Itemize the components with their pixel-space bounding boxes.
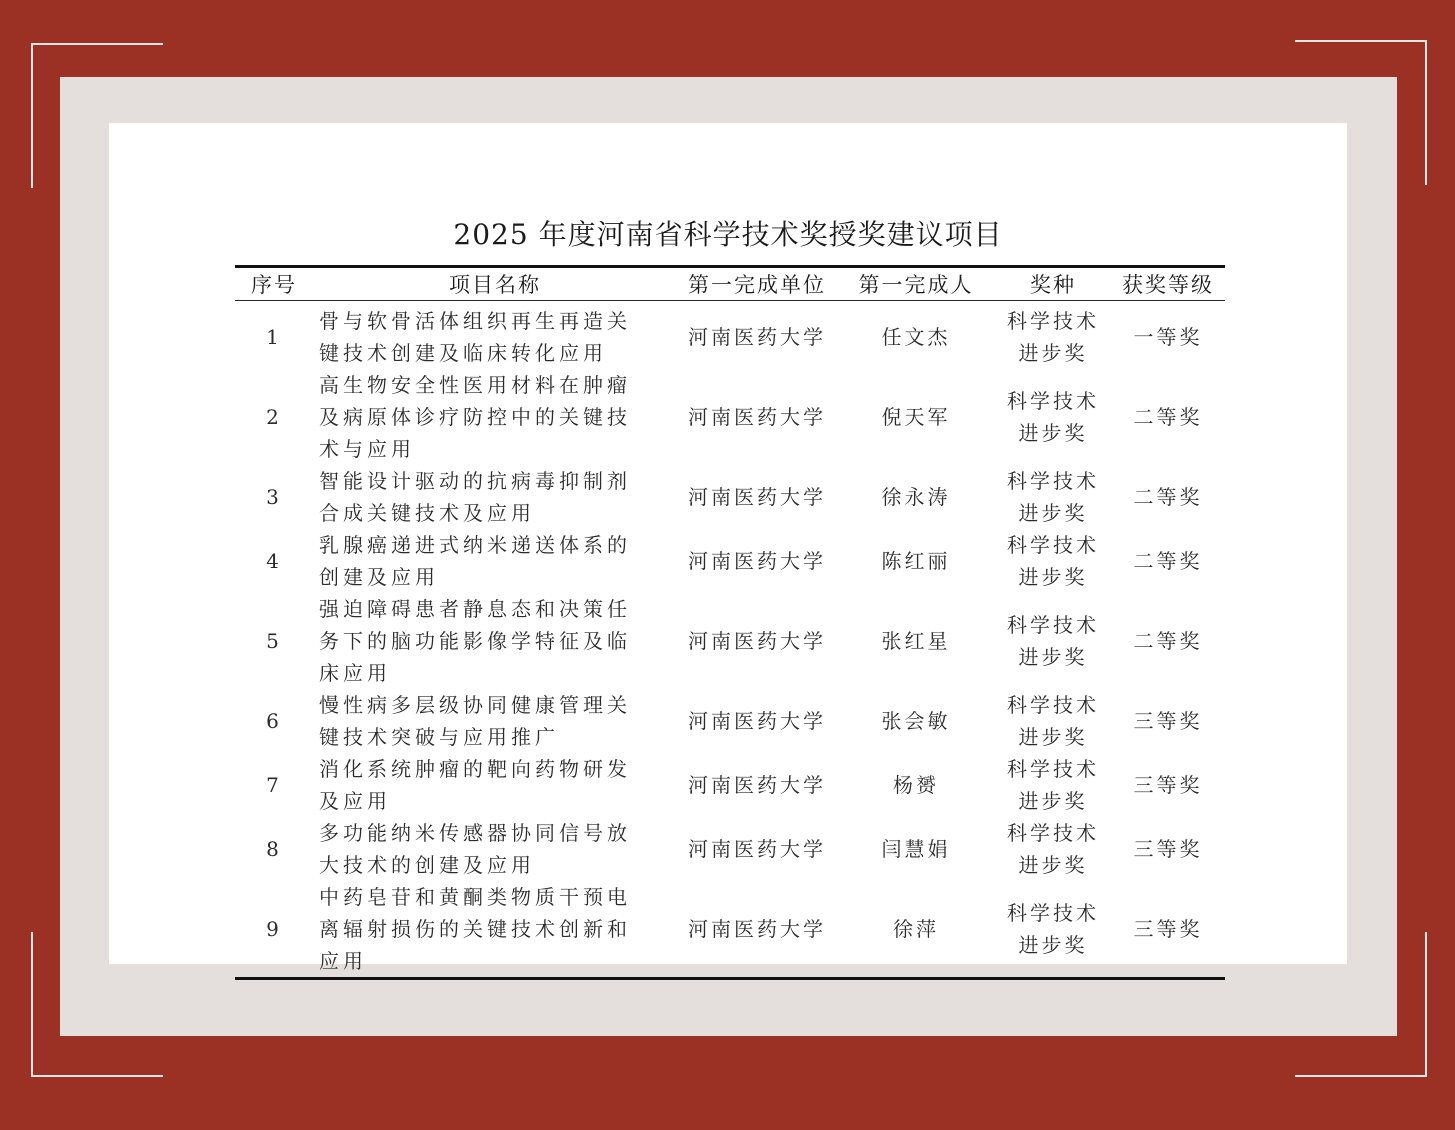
row-person: 杨赟	[893, 773, 939, 797]
row-serial: 1	[266, 325, 282, 349]
row-person: 任文杰	[881, 325, 951, 349]
header-project-name: 项目名称	[313, 267, 677, 301]
row-award-level: 二等奖	[1133, 629, 1203, 653]
row-award-level: 一等奖	[1133, 325, 1203, 349]
row-award-type: 科学技术进步奖	[1007, 533, 1099, 589]
row-serial: 4	[266, 549, 282, 573]
row-unit: 河南医药大学	[688, 709, 826, 733]
row-person: 张会敏	[881, 709, 951, 733]
row-award-level: 二等奖	[1133, 549, 1203, 573]
table-header-row	[235, 267, 1225, 301]
row-person: 徐永涛	[881, 485, 951, 509]
document-title: 2025 年度河南省科学技术奖授奖建议项目	[453, 218, 1003, 251]
row-serial: 5	[266, 629, 282, 653]
row-project-name: 智能设计驱动的抗病毒抑制剂合成关键技术及应用	[319, 469, 631, 525]
row-project-name: 中药皂苷和黄酮类物质干预电离辐射损伤的关键技术创新和应用	[319, 885, 631, 973]
row-person: 闫慧娟	[881, 837, 951, 861]
table-row	[235, 817, 1225, 881]
row-project-name: 慢性病多层级协同健康管理关键技术突破与应用推广	[319, 693, 631, 749]
award-table	[235, 265, 1225, 980]
row-serial: 6	[266, 709, 282, 733]
row-award-level: 二等奖	[1133, 485, 1203, 509]
row-award-type: 科学技术进步奖	[1007, 613, 1099, 669]
table-row	[235, 301, 1225, 370]
row-person: 倪天军	[881, 405, 951, 429]
table-row	[235, 369, 1225, 465]
row-person: 徐萍	[893, 917, 939, 941]
row-project-name: 多功能纳米传感器协同信号放大技术的创建及应用	[319, 821, 631, 877]
row-award-type: 科学技术进步奖	[1007, 821, 1099, 877]
header-first-person: 第一完成人	[837, 267, 995, 301]
header-first-unit: 第一完成单位	[677, 267, 837, 301]
row-project-name: 高生物安全性医用材料在肿瘤及病原体诊疗防控中的关键技术与应用	[319, 373, 631, 461]
table-row	[235, 529, 1225, 593]
header-serial: 序号	[235, 267, 313, 301]
row-award-level: 三等奖	[1133, 773, 1203, 797]
header-award-type: 奖种	[995, 267, 1111, 301]
row-unit: 河南医药大学	[688, 917, 826, 941]
row-serial: 8	[266, 837, 282, 861]
row-unit: 河南医药大学	[688, 405, 826, 429]
document-sheet	[109, 123, 1347, 973]
row-unit: 河南医药大学	[688, 773, 826, 797]
row-award-level: 三等奖	[1133, 837, 1203, 861]
row-project-name: 强迫障碍患者静息态和决策任务下的脑功能影像学特征及临床应用	[319, 597, 631, 685]
table-row	[235, 593, 1225, 689]
row-unit: 河南医药大学	[688, 837, 826, 861]
table-row	[235, 753, 1225, 817]
row-serial: 2	[266, 405, 282, 429]
table-row	[235, 689, 1225, 753]
row-award-type: 科学技术进步奖	[1007, 389, 1099, 445]
row-award-level: 三等奖	[1133, 709, 1203, 733]
row-serial: 3	[266, 485, 282, 509]
row-project-name: 乳腺癌递进式纳米递送体系的创建及应用	[319, 533, 631, 589]
row-unit: 河南医药大学	[688, 485, 826, 509]
row-unit: 河南医药大学	[688, 549, 826, 573]
row-award-type: 科学技术进步奖	[1007, 469, 1099, 525]
row-award-level: 二等奖	[1133, 405, 1203, 429]
row-project-name: 消化系统肿瘤的靶向药物研发及应用	[319, 757, 631, 813]
row-person: 陈红丽	[881, 549, 951, 573]
header-award-level: 获奖等级	[1111, 267, 1225, 301]
row-person: 张红星	[881, 629, 951, 653]
row-serial: 9	[266, 917, 282, 941]
row-award-type: 科学技术进步奖	[1007, 901, 1099, 957]
row-award-type: 科学技术进步奖	[1007, 757, 1099, 813]
row-unit: 河南医药大学	[688, 629, 826, 653]
table-row	[235, 881, 1225, 979]
row-award-level: 三等奖	[1133, 917, 1203, 941]
table-row	[235, 465, 1225, 529]
row-serial: 7	[266, 773, 282, 797]
row-award-type: 科学技术进步奖	[1007, 309, 1099, 365]
row-project-name: 骨与软骨活体组织再生再造关键技术创建及临床转化应用	[319, 309, 631, 365]
row-unit: 河南医药大学	[688, 325, 826, 349]
row-award-type: 科学技术进步奖	[1007, 693, 1099, 749]
